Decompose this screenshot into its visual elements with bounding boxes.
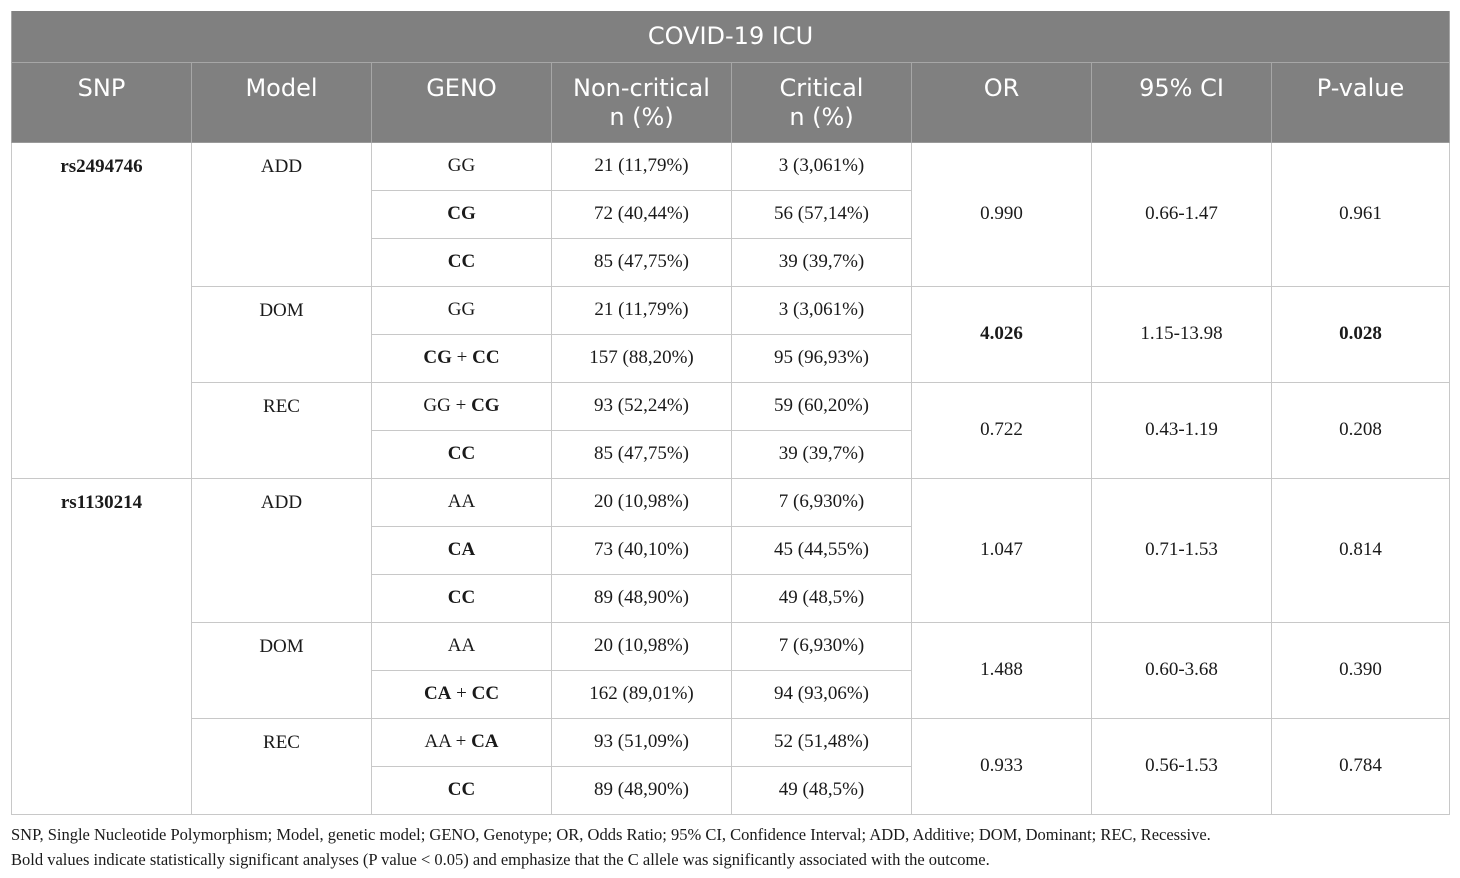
noncritical-cell: 20 (10,98%)	[552, 622, 732, 670]
geno-allele-second: CC	[472, 347, 500, 368]
critical-cell: 39 (39,7%)	[732, 238, 912, 286]
noncritical-cell: 20 (10,98%)	[552, 478, 732, 526]
p-cell: 0.814	[1272, 478, 1450, 622]
ci-cell: 0.56-1.53	[1092, 718, 1272, 814]
critical-cell: 94 (93,06%)	[732, 670, 912, 718]
header-critical-line2: n (%)	[789, 102, 854, 131]
or-cell: 0.933	[912, 718, 1092, 814]
noncritical-cell: 21 (11,79%)	[552, 286, 732, 334]
geno-allele: CG	[423, 347, 452, 368]
ci-cell: 0.60-3.68	[1092, 622, 1272, 718]
ci-cell: 1.15-13.98	[1092, 286, 1272, 382]
geno-allele: AA	[447, 491, 476, 512]
or-cell: 1.488	[912, 622, 1092, 718]
noncritical-cell: 93 (51,09%)	[552, 718, 732, 766]
header-critical-line1: Critical	[779, 73, 864, 102]
geno-plus: +	[451, 347, 473, 368]
geno-cell	[372, 238, 552, 286]
noncritical-cell: 89 (48,90%)	[552, 766, 732, 814]
header-noncritical-line1: Non-critical	[573, 73, 710, 102]
geno-cell	[372, 718, 552, 766]
critical-cell: 39 (39,7%)	[732, 430, 912, 478]
snp-cell: rs1130214	[12, 478, 192, 814]
footnote-abbreviations: SNP, Single Nucleotide Polymorphism; Model, genetic model; GENO, Genotype; OR, Odds Ratio; 95% CI, Confidence Interval; ADD, Additive; DOM, Dominant; REC, Recessive.	[11, 825, 1211, 844]
table-footnotes	[11, 822, 1449, 872]
critical-cell: 52 (51,48%)	[732, 718, 912, 766]
noncritical-cell: 85 (47,75%)	[552, 238, 732, 286]
noncritical-cell: 73 (40,10%)	[552, 526, 732, 574]
geno-allele: CC	[447, 587, 476, 608]
geno-allele: CG	[447, 203, 476, 224]
noncritical-cell: 93 (52,24%)	[552, 382, 732, 430]
geno-allele-second: CC	[471, 683, 500, 704]
or-cell: 0.990	[912, 142, 1092, 286]
model-cell: DOM	[192, 622, 372, 718]
critical-cell: 7 (6,930%)	[732, 478, 912, 526]
model-cell: ADD	[192, 478, 372, 622]
header-noncritical-line2: n (%)	[609, 102, 674, 131]
geno-cell	[372, 478, 552, 526]
geno-plus: +	[451, 683, 472, 704]
or-cell: 0.722	[912, 382, 1092, 478]
model-cell: REC	[192, 382, 372, 478]
geno-cell	[372, 430, 552, 478]
critical-cell: 59 (60,20%)	[732, 382, 912, 430]
geno-cell	[372, 334, 552, 382]
header-or: OR	[912, 62, 1092, 142]
geno-allele: CA	[423, 683, 452, 704]
noncritical-cell: 157 (88,20%)	[552, 334, 732, 382]
critical-cell: 7 (6,930%)	[732, 622, 912, 670]
noncritical-cell: 89 (48,90%)	[552, 574, 732, 622]
geno-allele: AA	[424, 731, 451, 752]
table-title: COVID-19 ICU	[12, 11, 1450, 62]
geno-allele: CC	[447, 251, 476, 272]
header-geno: GENO	[372, 62, 552, 142]
or-cell: 1.047	[912, 478, 1092, 622]
critical-cell: 45 (44,55%)	[732, 526, 912, 574]
geno-allele: GG	[423, 395, 451, 416]
ci-cell: 0.43-1.19	[1092, 382, 1272, 478]
geno-plus: +	[450, 731, 472, 752]
or-cell: 4.026	[912, 286, 1092, 382]
geno-cell	[372, 574, 552, 622]
p-cell: 0.784	[1272, 718, 1450, 814]
critical-cell: 56 (57,14%)	[732, 190, 912, 238]
header-model: Model	[192, 62, 372, 142]
geno-allele: CA	[447, 539, 476, 560]
noncritical-cell: 85 (47,75%)	[552, 430, 732, 478]
footnote-bold-note: Bold values indicate statistically significant analyses (P value < 0.05) and emphasize that the C allele was significantly associated with the outcome.	[11, 850, 990, 869]
geno-cell	[372, 286, 552, 334]
critical-cell: 3 (3,061%)	[732, 142, 912, 190]
geno-allele: CC	[447, 779, 476, 800]
header-p: P-value	[1272, 62, 1450, 142]
noncritical-cell: 72 (40,44%)	[552, 190, 732, 238]
geno-plus: +	[450, 395, 472, 416]
geno-allele-second: CG	[471, 395, 500, 416]
critical-cell: 49 (48,5%)	[732, 574, 912, 622]
geno-allele: GG	[447, 155, 476, 176]
geno-cell	[372, 622, 552, 670]
snp-cell: rs2494746	[12, 142, 192, 478]
critical-cell: 95 (96,93%)	[732, 334, 912, 382]
header-snp: SNP	[12, 62, 192, 142]
ci-cell: 0.66-1.47	[1092, 142, 1272, 286]
header-noncritical	[552, 62, 732, 142]
p-cell: 0.390	[1272, 622, 1450, 718]
critical-cell: 49 (48,5%)	[732, 766, 912, 814]
geno-allele: AA	[447, 635, 476, 656]
model-cell: REC	[192, 718, 372, 814]
geno-allele: CC	[447, 443, 476, 464]
geno-cell	[372, 766, 552, 814]
p-cell: 0.028	[1272, 286, 1450, 382]
p-cell: 0.208	[1272, 382, 1450, 478]
geno-cell	[372, 526, 552, 574]
geno-cell	[372, 190, 552, 238]
noncritical-cell: 21 (11,79%)	[552, 142, 732, 190]
geno-allele: GG	[447, 299, 476, 320]
results-table	[11, 11, 1450, 815]
header-ci: 95% CI	[1092, 62, 1272, 142]
model-cell: ADD	[192, 142, 372, 286]
model-cell: DOM	[192, 286, 372, 382]
noncritical-cell: 162 (89,01%)	[552, 670, 732, 718]
header-critical	[732, 62, 912, 142]
geno-cell	[372, 382, 552, 430]
p-cell: 0.961	[1272, 142, 1450, 286]
geno-allele-second: CA	[471, 731, 499, 752]
geno-cell	[372, 142, 552, 190]
ci-cell: 0.71-1.53	[1092, 478, 1272, 622]
geno-cell	[372, 670, 552, 718]
critical-cell: 3 (3,061%)	[732, 286, 912, 334]
